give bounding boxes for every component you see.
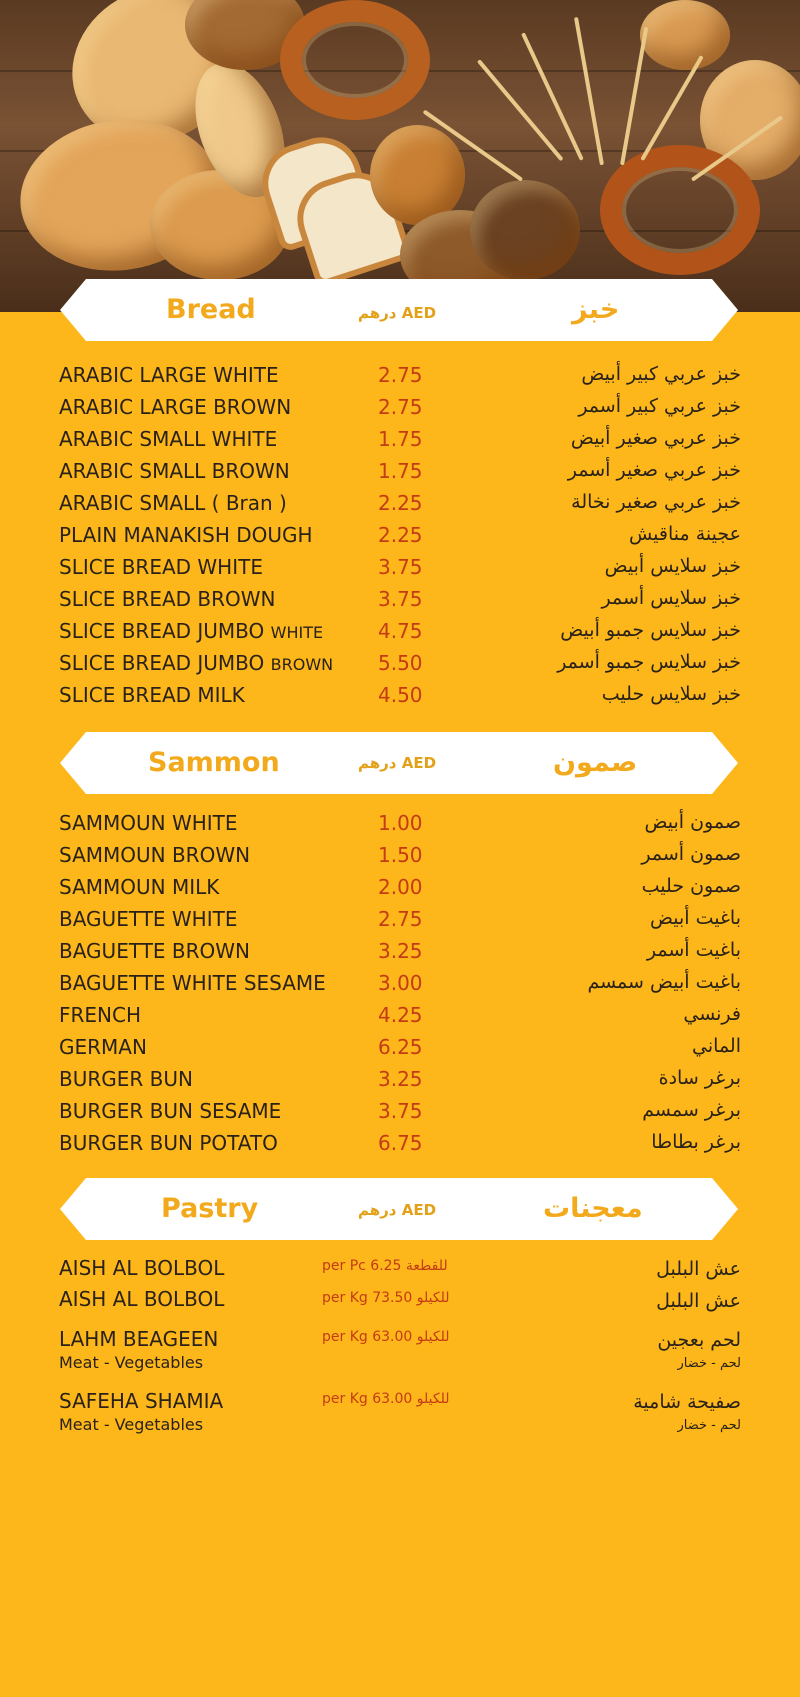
item-price: 4.50: [378, 683, 423, 707]
item-name-en: PLAIN MANAKISH DOUGH: [59, 523, 313, 547]
item-name-ar: صفيحة شامية: [633, 1391, 741, 1413]
menu-row: [0, 491, 800, 523]
item-name-base: SLICE BREAD JUMBO: [59, 619, 265, 643]
section-title-en: Bread: [166, 294, 256, 325]
item-price: per Kg 63.00 للكيلو: [322, 1391, 450, 1407]
menu-row: [0, 843, 800, 875]
item-price: 3.25: [378, 1067, 423, 1091]
menu-row: [0, 971, 800, 1003]
item-description-ar: لحم - خضار: [677, 1356, 741, 1371]
item-name-en: BURGER BUN SESAME: [59, 1099, 282, 1123]
item-price: 1.75: [378, 427, 423, 451]
item-price: per Kg 73.50 للكيلو: [322, 1290, 450, 1306]
item-name-ar: خبز عربي صغير نخالة: [571, 491, 741, 513]
item-name-ar: خبز سلايس أسمر: [601, 587, 741, 609]
item-name-en: BURGER BUN POTATO: [59, 1131, 278, 1155]
item-name-en: ARABIC LARGE WHITE: [59, 363, 279, 387]
item-price: per Kg 63.00 للكيلو: [322, 1329, 450, 1345]
menu-row: [0, 427, 800, 459]
item-description-ar: لحم - خضار: [677, 1418, 741, 1433]
item-name-ar: فرنسي: [683, 1003, 741, 1025]
menu-row: [0, 363, 800, 395]
bread-photo: [0, 0, 800, 312]
menu-row: [0, 619, 800, 651]
item-price: 2.00: [378, 875, 423, 899]
item-price: 2.25: [378, 491, 423, 515]
menu-row: [0, 907, 800, 939]
item-price: 3.25: [378, 939, 423, 963]
item-name-en: LAHM BEAGEEN: [59, 1327, 219, 1351]
item-name-en: ARABIC SMALL ( Bran ): [59, 491, 287, 515]
section-title-en: Pastry: [161, 1193, 259, 1224]
menu-row: [0, 459, 800, 491]
menu-row: [0, 587, 800, 619]
item-name-en: BAGUETTE BROWN: [59, 939, 250, 963]
item-name-en: AISH AL BOLBOL: [59, 1256, 225, 1280]
item-name-en: [59, 619, 323, 643]
item-name-en: BAGUETTE WHITE SESAME: [59, 971, 326, 995]
menu-row: [0, 1035, 800, 1067]
item-name-ar: خبز سلايس جمبو أسمر: [557, 651, 741, 673]
section-title-ar: صمون: [553, 747, 638, 778]
item-name-en: GERMAN: [59, 1035, 147, 1059]
item-name-suffix: BROWN: [270, 655, 334, 674]
item-name-ar: عش البلبل: [656, 1290, 741, 1312]
menu-row: [0, 1003, 800, 1035]
item-name-ar: خبز سلايس أبيض: [604, 555, 741, 577]
item-name-ar: لحم بعجين: [657, 1329, 741, 1351]
section-title-ar: خبز: [572, 294, 620, 325]
menu-row: [0, 939, 800, 971]
menu-row: [0, 1131, 800, 1163]
item-name-ar: باغيت أبيض سمسم: [587, 971, 741, 993]
item-name-ar: عش البلبل: [656, 1258, 741, 1280]
item-name-ar: باغيت أسمر: [646, 939, 741, 961]
item-name-en: SAMMOUN MILK: [59, 875, 220, 899]
item-name-ar: الماني: [692, 1035, 741, 1057]
item-price: 4.75: [378, 619, 423, 643]
item-name-ar: خبز عربي صغير أسمر: [567, 459, 741, 481]
item-name-ar: برغر سادة: [658, 1067, 741, 1089]
item-name-ar: خبز سلايس جمبو أبيض: [560, 619, 741, 641]
item-name-en: ARABIC SMALL WHITE: [59, 427, 278, 451]
menu-row: [0, 811, 800, 843]
item-price: 2.75: [378, 907, 423, 931]
item-name-ar: باغيت أبيض: [649, 907, 741, 929]
item-price: 3.75: [378, 555, 423, 579]
item-name-ar: صمون أبيض: [644, 811, 741, 833]
item-name-en: SLICE BREAD BROWN: [59, 587, 276, 611]
item-name-ar: خبز عربي كبير أبيض: [581, 363, 741, 385]
item-name-en: SAMMOUN WHITE: [59, 811, 238, 835]
item-name-en: BAGUETTE WHITE: [59, 907, 238, 931]
item-price: 1.50: [378, 843, 423, 867]
menu-row: [0, 523, 800, 555]
item-price: 2.25: [378, 523, 423, 547]
currency-label: درهم AED: [358, 304, 437, 322]
item-description-en: Meat - Vegetables: [59, 1353, 204, 1372]
item-name-ar: خبز عربي صغير أبيض: [570, 427, 741, 449]
item-name-en: ARABIC SMALL BROWN: [59, 459, 290, 483]
menu-row: [0, 683, 800, 715]
item-name-base: SLICE BREAD JUMBO: [59, 651, 265, 675]
item-name-ar: برغر بطاطا: [651, 1131, 741, 1153]
item-name-ar: عجينة مناقيش: [628, 523, 741, 545]
item-price: 1.00: [378, 811, 423, 835]
item-name-en: SLICE BREAD WHITE: [59, 555, 263, 579]
item-price: 3.75: [378, 1099, 423, 1123]
item-name-suffix: WHITE: [270, 623, 324, 642]
item-name-en: BURGER BUN: [59, 1067, 193, 1091]
item-name-ar: صمون أسمر: [641, 843, 741, 865]
item-price: 5.50: [378, 651, 423, 675]
menu-row: [0, 651, 800, 683]
menu-row: [0, 395, 800, 427]
item-price: 1.75: [378, 459, 423, 483]
item-name-en: ARABIC LARGE BROWN: [59, 395, 292, 419]
menu-row: [0, 1099, 800, 1131]
item-price: 3.75: [378, 587, 423, 611]
item-price: 2.75: [378, 395, 423, 419]
item-name-en: SAMMOUN BROWN: [59, 843, 251, 867]
section-title-ar: معجنات: [543, 1193, 643, 1224]
menu-row: [0, 555, 800, 587]
section-title-en: Sammon: [148, 747, 280, 778]
item-name-ar: خبز عربي كبير أسمر: [578, 395, 741, 417]
currency-label: درهم AED: [358, 1201, 437, 1219]
item-name-ar: صمون حليب: [641, 875, 741, 897]
item-price: 6.75: [378, 1131, 423, 1155]
item-price: 2.75: [378, 363, 423, 387]
currency-label: درهم AED: [358, 754, 437, 772]
item-price: 3.00: [378, 971, 423, 995]
item-name-en: FRENCH: [59, 1003, 142, 1027]
item-name-en: AISH AL BOLBOL: [59, 1287, 225, 1311]
item-description-en: Meat - Vegetables: [59, 1415, 204, 1434]
item-name-en: [59, 651, 333, 675]
item-price: per Pc 6.25 للقطعة: [322, 1258, 448, 1274]
item-name-ar: خبز سلايس حليب: [601, 683, 741, 705]
item-name-en: SAFEHA SHAMIA: [59, 1389, 224, 1413]
item-name-ar: برغر سمسم: [642, 1099, 741, 1121]
menu-row: [0, 1067, 800, 1099]
item-name-en: SLICE BREAD MILK: [59, 683, 245, 707]
item-price: 4.25: [378, 1003, 423, 1027]
item-price: 6.25: [378, 1035, 423, 1059]
menu-row: [0, 875, 800, 907]
